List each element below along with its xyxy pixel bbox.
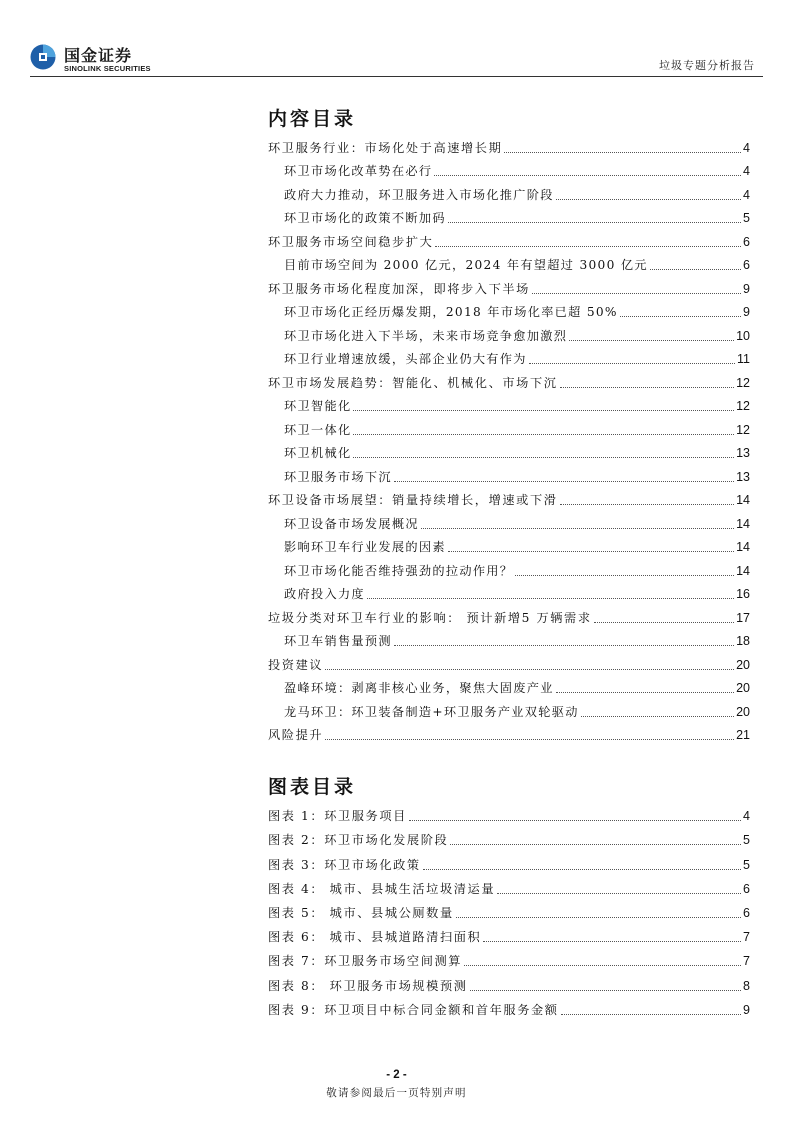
toc-entry[interactable]	[268, 438, 750, 462]
toc-entry-page-number[interactable]: 21	[736, 728, 750, 742]
toc-entry-page-number[interactable]: 11	[737, 352, 750, 366]
toc-entry-page-number[interactable]: 9	[743, 281, 750, 296]
figure-entry-text[interactable]: 图表 4： 城市、县城生活垃圾清运量	[268, 881, 496, 896]
toc-entry[interactable]	[268, 156, 750, 180]
toc-entry-page-number[interactable]: 12	[736, 375, 750, 390]
dot-leader	[325, 739, 734, 740]
toc-entry[interactable]	[268, 720, 750, 744]
dot-leader	[353, 457, 734, 458]
disclaimer: 敬请参阅最后一页特别声明	[326, 1087, 467, 1099]
toc-entry-page-number[interactable]: 14	[736, 516, 750, 531]
figure-entry-page-number[interactable]: 9	[743, 1002, 750, 1017]
figure-entry-text[interactable]: 图表 2：环卫市场化发展阶段	[268, 833, 449, 848]
toc-list	[268, 132, 750, 743]
dot-leader	[497, 893, 741, 894]
figure-entry-text[interactable]: 图表 6： 城市、县城道路清扫面积	[268, 930, 482, 945]
toc-entry-text[interactable]: 环卫智能化	[284, 399, 352, 413]
dot-leader	[448, 222, 741, 223]
toc-entry[interactable]	[268, 273, 750, 297]
toc-entry-page-number[interactable]: 5	[743, 211, 750, 225]
toc-entry-text[interactable]: 环卫市场化进入下半场，未来市场竞争愈加激烈	[284, 328, 568, 343]
toc-entry-page-number[interactable]: 20	[736, 681, 750, 695]
toc-entry[interactable]	[268, 579, 750, 603]
toc-entry-page-number[interactable]: 4	[743, 140, 750, 155]
figure-entry-page-number[interactable]: 6	[743, 905, 750, 920]
dot-leader	[367, 598, 734, 599]
dot-leader	[409, 820, 741, 821]
figure-entry-text[interactable]: 图表 5： 城市、县城公厕数量	[268, 905, 454, 920]
toc-entry-text[interactable]: 目前市场空间为 2000 亿元，2024 年有望超过 3000 亿元	[284, 258, 648, 272]
toc-entry-page-number[interactable]: 4	[743, 187, 750, 202]
figure-entry[interactable]	[268, 969, 750, 993]
figure-entry-page-number[interactable]: 7	[743, 954, 750, 969]
toc-entry[interactable]	[268, 555, 750, 579]
toc-entry-page-number[interactable]: 9	[743, 305, 750, 319]
figure-entry-page-number[interactable]: 8	[743, 978, 750, 993]
toc-entry-page-number[interactable]: 12	[736, 422, 750, 437]
dot-leader	[529, 363, 735, 364]
toc-entry-page-number[interactable]: 14	[736, 493, 750, 507]
toc-entry[interactable]	[268, 532, 750, 556]
toc-entry-page-number[interactable]: 14	[736, 540, 750, 554]
toc-entry-page-number[interactable]: 4	[743, 164, 750, 178]
toc-entry[interactable]	[268, 696, 750, 720]
dot-leader	[556, 199, 741, 200]
toc-entry-text[interactable]: 环卫市场化的政策不断加码	[284, 211, 446, 225]
toc-entry-page-number[interactable]: 18	[736, 634, 750, 648]
report-type-label: 垃圾专题分析报告	[659, 59, 755, 72]
dot-leader	[483, 941, 741, 942]
toc-entry-text[interactable]: 环卫市场化改革势在必行	[284, 164, 433, 178]
dot-leader	[650, 269, 741, 270]
toc-entry-page-number[interactable]: 6	[743, 258, 750, 272]
dot-leader	[423, 869, 741, 870]
toc-entry-text[interactable]: 龙马环卫：环卫装备制造+环卫服务产业双轮驱动	[284, 704, 579, 719]
dot-leader	[450, 844, 741, 845]
figure-entry-text[interactable]: 图表 8： 环卫服务市场规模预测	[268, 978, 468, 993]
toc-entry[interactable]	[268, 344, 750, 368]
dot-leader	[435, 246, 741, 247]
toc-entry-text[interactable]: 环卫市场化正经历爆发期，2018 年市场化率已超 50%	[284, 305, 618, 319]
figure-entry-text[interactable]: 图表 3：环卫市场化政策	[268, 857, 421, 872]
dot-leader	[394, 645, 734, 646]
figure-entry-text[interactable]: 图表 1：环卫服务项目	[268, 809, 407, 824]
page-number: - 2 -	[386, 1069, 407, 1081]
toc-entry-page-number[interactable]: 17	[736, 610, 750, 625]
dot-leader	[560, 504, 735, 505]
toc-entry-text[interactable]: 环卫服务市场化程度加深，即将步入下半场	[268, 281, 530, 296]
figure-entry-text[interactable]: 图表 9：环卫项目中标合同金额和首年服务金额	[268, 1002, 559, 1017]
dot-leader	[434, 175, 741, 176]
dot-leader	[464, 965, 741, 966]
dot-leader	[560, 387, 735, 388]
figures-toc-title: 图表目录	[268, 776, 357, 798]
toc-entry[interactable]	[268, 297, 750, 321]
company-logo	[30, 42, 170, 76]
figure-entry[interactable]	[268, 800, 750, 824]
toc-entry[interactable]	[268, 179, 750, 203]
toc-entry-text[interactable]: 环卫市场发展趋势：智能化、机械化、市场下沉	[268, 375, 558, 390]
toc-entry-page-number[interactable]: 13	[736, 446, 750, 460]
toc-entry-page-number[interactable]: 13	[736, 469, 750, 484]
figure-entry-page-number[interactable]: 5	[743, 857, 750, 872]
toc-entry[interactable]	[268, 649, 750, 673]
toc-entry[interactable]	[268, 226, 750, 250]
logo-chinese-name: 国金证券	[64, 46, 133, 65]
toc-entry-text[interactable]: 环卫服务行业：市场化处于高速增长期	[268, 140, 503, 155]
toc-entry-page-number[interactable]: 6	[743, 234, 750, 249]
toc-entry-page-number[interactable]: 12	[736, 399, 750, 413]
dot-leader	[353, 434, 734, 435]
figure-entry[interactable]	[268, 994, 750, 1018]
dot-leader	[556, 692, 734, 693]
toc-entry[interactable]	[268, 250, 750, 274]
dot-leader	[470, 990, 742, 991]
dot-leader	[515, 575, 734, 576]
figure-entry[interactable]	[268, 897, 750, 921]
dot-leader	[421, 528, 734, 529]
toc-entry-text[interactable]: 风险提升	[268, 728, 324, 742]
dot-leader	[620, 316, 741, 317]
figure-entry[interactable]	[268, 921, 750, 945]
toc-entry-page-number[interactable]: 16	[736, 587, 750, 601]
toc-entry[interactable]	[268, 203, 750, 227]
figure-entry-page-number[interactable]: 4	[743, 809, 750, 824]
toc-entry[interactable]	[268, 602, 750, 626]
dot-leader	[532, 293, 741, 294]
figure-entry[interactable]	[268, 945, 750, 969]
toc-entry[interactable]	[268, 508, 750, 532]
header-divider	[30, 76, 763, 77]
dot-leader	[353, 410, 734, 411]
toc-entry-text[interactable]: 环卫服务市场下沉	[284, 469, 392, 484]
dot-leader	[394, 481, 734, 482]
toc-entry[interactable]	[268, 320, 750, 344]
dot-leader	[581, 716, 734, 717]
dot-leader	[569, 340, 734, 341]
figure-entry[interactable]	[268, 873, 750, 897]
toc-entry-text[interactable]: 盈峰环境：剥离非核心业务，聚焦大固废产业	[284, 681, 554, 695]
toc-entry-text[interactable]: 环卫服务市场空间稳步扩大	[268, 234, 434, 249]
toc-entry[interactable]	[268, 414, 750, 438]
toc-entry-text[interactable]: 环卫一体化	[284, 422, 352, 437]
figure-entry-page-number[interactable]: 6	[743, 881, 750, 896]
toc-entry-text[interactable]: 影响环卫车行业发展的因素	[284, 540, 446, 554]
toc-entry-text[interactable]: 环卫市场化能否维持强劲的拉动作用？	[284, 563, 514, 578]
toc-entry[interactable]	[268, 485, 750, 509]
toc-entry-text[interactable]: 投资建议	[268, 657, 324, 672]
figures-toc-list	[268, 800, 750, 1018]
toc-entry-text[interactable]: 环卫设备市场展望：销量持续增长，增速或下滑	[268, 493, 558, 507]
toc-entry-page-number[interactable]: 20	[736, 704, 750, 719]
toc-entry-text[interactable]: 垃圾分类对环卫车行业的影响： 预计新增5 万辆需求	[268, 610, 592, 625]
toc-entry-text[interactable]: 政府投入力度	[284, 587, 365, 601]
toc-entry-page-number[interactable]: 10	[736, 328, 750, 343]
toc-entry-text[interactable]: 环卫车销售量预测	[284, 634, 392, 648]
logo-english-name: SINOLINK SECURITIES	[64, 64, 151, 73]
toc-entry[interactable]	[268, 367, 750, 391]
dot-leader	[561, 1014, 741, 1015]
toc-entry-text[interactable]: 环卫设备市场发展概况	[284, 516, 419, 531]
toc-entry[interactable]	[268, 461, 750, 485]
dot-leader	[448, 551, 734, 552]
toc-entry[interactable]	[268, 132, 750, 156]
figure-entry[interactable]	[268, 848, 750, 872]
figure-entry[interactable]	[268, 824, 750, 848]
toc-entry[interactable]	[268, 391, 750, 415]
toc-entry-text[interactable]: 环卫行业增速放缓，头部企业仍大有作为	[284, 352, 527, 366]
figure-entry-page-number[interactable]: 7	[743, 930, 750, 945]
toc-entry-text[interactable]: 环卫机械化	[284, 446, 352, 460]
figure-entry-text[interactable]: 图表 7：环卫服务市场空间测算	[268, 954, 463, 969]
page-header	[0, 0, 793, 80]
dot-leader	[456, 917, 741, 918]
dot-leader	[504, 152, 741, 153]
figure-entry-page-number[interactable]: 5	[743, 833, 750, 848]
toc-entry-page-number[interactable]: 14	[736, 563, 750, 578]
sinolink-logo-icon	[30, 44, 56, 70]
dot-leader	[325, 669, 734, 670]
toc-entry-page-number[interactable]: 20	[736, 657, 750, 672]
dot-leader	[594, 622, 734, 623]
toc-title: 内容目录	[268, 108, 357, 130]
toc-entry[interactable]	[268, 673, 750, 697]
toc-entry[interactable]	[268, 626, 750, 650]
toc-entry-text[interactable]: 政府大力推动，环卫服务进入市场化推广阶段	[284, 187, 554, 202]
